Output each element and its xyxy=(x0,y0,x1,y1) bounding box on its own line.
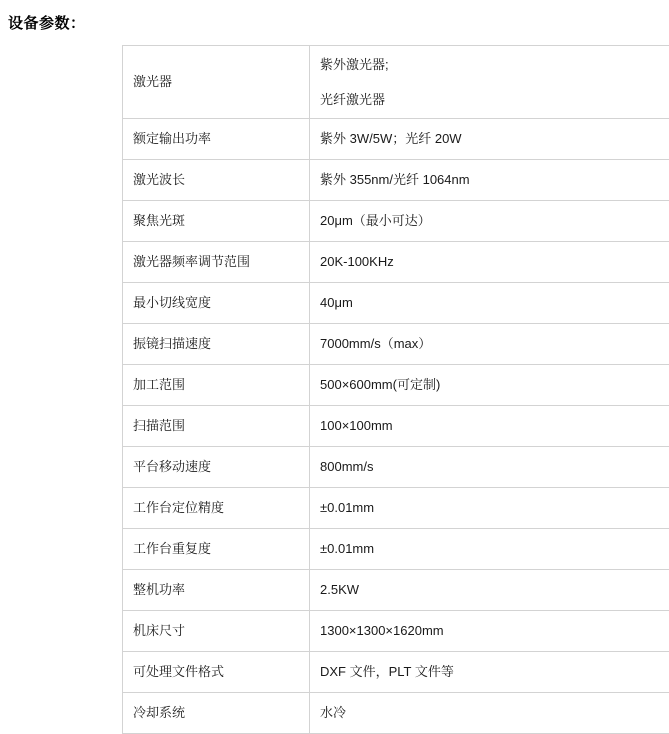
spec-value-line: 水冷 xyxy=(320,703,669,723)
table-row xyxy=(123,242,669,283)
table-row xyxy=(123,324,669,365)
table-row xyxy=(123,611,669,652)
spec-label-cell: 平台移动速度 xyxy=(123,447,310,488)
table-row xyxy=(123,283,669,324)
spec-value-cell xyxy=(310,119,669,160)
table-row xyxy=(123,570,669,611)
spec-value-cell xyxy=(310,652,669,693)
table-row xyxy=(123,201,669,242)
spec-value-line: ±0.01mm xyxy=(320,498,669,518)
spec-label-cell: 扫描范围 xyxy=(123,406,310,447)
spec-value-line: 紫外 3W/5W；光纤 20W xyxy=(320,129,669,149)
spec-value-line: 2.5KW xyxy=(320,580,669,600)
spec-label-cell: 机床尺寸 xyxy=(123,611,310,652)
table-row xyxy=(123,119,669,160)
spec-value-line: 紫外激光器; xyxy=(320,55,669,75)
table-row xyxy=(123,488,669,529)
specifications-table xyxy=(122,45,669,734)
spec-value-cell xyxy=(310,46,669,119)
table-row xyxy=(123,160,669,201)
spec-value-line: 800mm/s xyxy=(320,457,669,477)
spec-value-cell xyxy=(310,611,669,652)
table-row xyxy=(123,693,669,734)
spec-label-cell: 激光器频率调节范围 xyxy=(123,242,310,283)
spec-value-cell xyxy=(310,406,669,447)
spec-label-cell: 工作台重复度 xyxy=(123,529,310,570)
spec-value-line: 500×600mm(可定制) xyxy=(320,375,669,395)
spec-value-cell xyxy=(310,283,669,324)
specifications-table-container xyxy=(122,45,654,734)
spec-value-cell xyxy=(310,529,669,570)
table-row xyxy=(123,365,669,406)
spec-label-cell: 冷却系统 xyxy=(123,693,310,734)
spec-label-cell: 振镜扫描速度 xyxy=(123,324,310,365)
spec-value-cell xyxy=(310,693,669,734)
spec-value-line: ±0.01mm xyxy=(320,539,669,559)
table-row xyxy=(123,46,669,119)
spec-value-cell xyxy=(310,365,669,406)
spec-value-cell xyxy=(310,160,669,201)
table-row xyxy=(123,652,669,693)
spec-value-line: 1300×1300×1620mm xyxy=(320,621,669,641)
page-title: 设备参数： xyxy=(8,12,86,33)
spec-value-line: 20K-100KHz xyxy=(320,252,669,272)
spec-value-line: DXF 文件，PLT 文件等 xyxy=(320,662,669,682)
spec-value-line: 100×100mm xyxy=(320,416,669,436)
spec-value-cell xyxy=(310,324,669,365)
spec-value-cell xyxy=(310,488,669,529)
spec-value-cell xyxy=(310,570,669,611)
spec-label-cell: 额定输出功率 xyxy=(123,119,310,160)
table-row xyxy=(123,406,669,447)
spec-value-cell xyxy=(310,201,669,242)
spec-label-cell: 最小切线宽度 xyxy=(123,283,310,324)
spec-value-line: 40μm xyxy=(320,293,669,313)
spec-label-cell: 聚焦光斑 xyxy=(123,201,310,242)
spec-label-cell: 激光器 xyxy=(123,46,310,119)
spec-label-cell: 工作台定位精度 xyxy=(123,488,310,529)
spec-label-cell: 可处理文件格式 xyxy=(123,652,310,693)
spec-value-cell xyxy=(310,242,669,283)
spec-label-cell: 整机功率 xyxy=(123,570,310,611)
table-row xyxy=(123,529,669,570)
specifications-table-body xyxy=(123,46,669,734)
spec-value-line: 7000mm/s（max） xyxy=(320,334,669,354)
spec-value-line: 光纤激光器 xyxy=(320,90,669,110)
spec-label-cell: 加工范围 xyxy=(123,365,310,406)
spec-value-line: 紫外 355nm/光纤 1064nm xyxy=(320,170,669,190)
table-row xyxy=(123,447,669,488)
spec-value-line: 20μm（最小可达） xyxy=(320,211,669,231)
spec-label-cell: 激光波长 xyxy=(123,160,310,201)
spec-value-cell xyxy=(310,447,669,488)
